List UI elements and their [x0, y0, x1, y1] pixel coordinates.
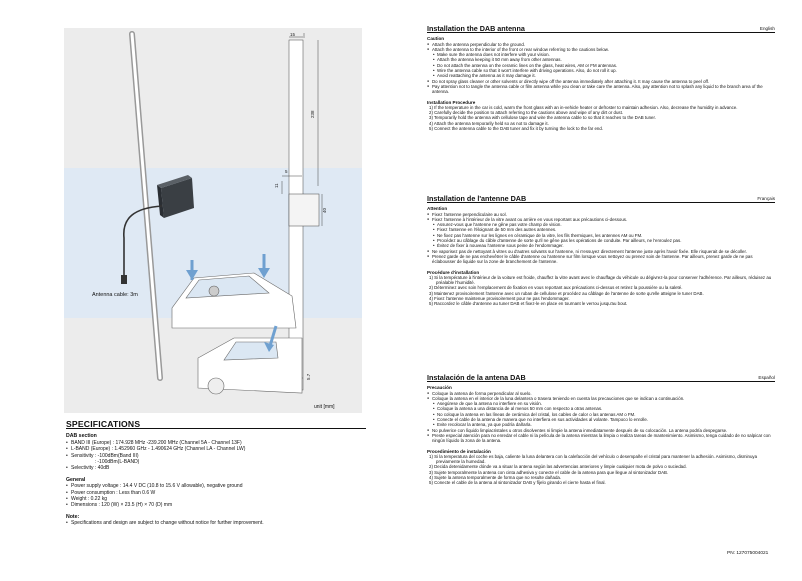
procedure-step: 3) Maintenez provisoirement l'antenne avec un ruban de cellulose et procédez au câblage de l'antenne de sorte qu'elle atteigne le tuner DAB. — [429, 290, 704, 296]
procedure-step: 2) Déterminez avec soin l'emplacement de fixation en vous reportant aux précautions ci-dessus et retirez la poussière ou la saleté. — [429, 285, 683, 291]
caution-item: ● Preste especial atención para no enredar el cable ni la película de la antena mientras la limpia o realiza tareas de mantenimiento. Asimismo, tenga cuidado de no salpicar con ningún líquido la zona de la antena. — [427, 433, 775, 444]
spec-item: • Power consumption : Less than 0.6 W — [66, 490, 366, 496]
procedure-step: 1) If the temperature in the car is cold, warm the front glass with an in-vehicle heater or defroster to maintain adhesion. Also, decrease the humidity in advance. — [429, 104, 738, 110]
spec-item: • Sensitivity : -100dBm(Band III) — [66, 453, 366, 459]
procedure-step: 3) Temporarily hold the antenna with cellulose tape and wire the antenna cable to so that it reaches to the DAB tuner. — [429, 115, 656, 121]
procedure-step: 4) Attach the antenna temporarily held so as not to damage it. — [429, 120, 549, 126]
unit-label: unit [mm] — [314, 404, 335, 410]
specifications-section — [66, 421, 366, 527]
spec-item: • Selectivity : 40dB — [66, 465, 366, 471]
procedure-step: 5) Connect the antenna cable to the DAB tuner and fix it by turning the lock to the far end. — [429, 126, 604, 132]
dim-11: 11 — [274, 183, 279, 188]
caution-item: ● Prenez garde de ne pas enchevêtrer le câble d'antenne ou l'antenne sur film lorsque vous nettoyez ou prenez soin de l'antenne. Par ailleurs, prenez garde de ne pas éclabousser de liquide sur la zone de branchement de l'antenne. — [427, 254, 775, 265]
procedure-step: 1) Si la température à l'intérieur de la voiture est froide, chauffez la vitre avant avec le chauffage du véhicule ou dégivrez-la pour conserver l'adhérence. Par ailleurs, réduisez au préalable l'humidité. — [429, 274, 772, 286]
note-item: • Specifications and design are subject to change without notice for further improvement. — [66, 520, 366, 526]
procedure-step: 5) Conecte el cable de la antena al sintonizador DAB y fíjelo girando el cierre hasta el final. — [429, 480, 606, 486]
caution-item: ● Fixez l'antenne perpendiculaire au sol. — [427, 212, 775, 217]
caution-subitem: • Conecte el cable de la antena de manera que no interfiera en sus actividades al volante. Tampoco lo enrolle. — [427, 417, 775, 422]
procedure-step: 5) Raccordez le câble d'antenne au tuner DAB et fixez-le en place en tournant le verrou jusqu'au bout. — [429, 301, 628, 307]
caution-subitem: • Fixez l'antenne en l'éloignant de 50 mm des autres antennes. — [427, 227, 775, 232]
car-front-illustration — [172, 254, 296, 328]
caution-subitem: • Evite recolocar la antena, ya que podría dañarla. — [427, 422, 775, 427]
general-spec-list — [66, 483, 366, 509]
spec-item: • L-BAND (Europe) : 1.452960 GHz - 1.490624 GHz (Channel LA - Channel LW) — [66, 446, 366, 452]
procedure-step: 3) Sujete temporalmente la antena con cinta adhesiva y conecte el cable de la antena para que llegue al sintonizador DAB. — [429, 469, 669, 475]
dim-40: 40 — [322, 207, 327, 213]
section-header — [427, 196, 775, 203]
dim-15: 15 — [290, 32, 296, 37]
section-title: Installation the DAB antenna — [427, 24, 525, 33]
caution-subitem: • Make sure the antenna does not interfere with your vision. — [427, 52, 775, 57]
language-label: English — [759, 26, 775, 31]
caution-subitem: • Attach the antenna keeping it 50 mm away from other antennas. — [427, 57, 775, 62]
caution-subitem: • Avoid reattaching the antenna as it may damage it. — [427, 73, 775, 78]
caution-item: ● Coloque la antena en el interior de la luna delantera o trasera teniendo en cuenta las precauciones que se indican a continuación. — [427, 396, 775, 401]
caution-item: ● Attach the antenna perpendicular to the ground. — [427, 42, 775, 47]
caution-item: ● Ne vaporisez pas de nettoyant à vitres ou d'autres solvants sur l'antenne, ni n'essuyez directement l'antenne juste après l'avoir fixée. Elle risquerait de se décoller. — [427, 249, 775, 254]
dimension-drawing — [282, 33, 322, 390]
installation-figure — [64, 28, 362, 413]
caution-heading: Caution — [427, 36, 445, 42]
spec-item: • BAND III (Europe) : 174.928 MHz -239.200 MHz (Channel 5A - Channel 13F) — [66, 440, 366, 446]
antenna-cable-label: Antenna cable: 3m — [92, 292, 138, 298]
spec-item: • Weight : 0.22 kg — [66, 496, 366, 502]
cable-connector — [121, 275, 127, 284]
procedure-heading: Procedimiento de instalación — [427, 448, 491, 454]
caution-heading: Precaución — [427, 385, 452, 391]
section-title: Installation de l'antenne DAB — [427, 194, 527, 203]
section-header — [427, 26, 775, 33]
specifications-title: SPECIFICATIONS — [66, 421, 366, 429]
spanish-section — [427, 375, 775, 486]
dim-238: 238 — [310, 110, 315, 118]
caution-subitem: • Ne fixez pas l'antenne sur les lignes en céramique de la vitre, les fils thermiques, les antennes AM ou FM. — [427, 233, 775, 238]
procedure-step: 4) Sujete la antena temporalmente de forma que no resulte dañada. — [429, 475, 562, 481]
caution-subitem: • Assurez-vous que l'antenne ne gêne pas votre champ de vision. — [427, 222, 775, 227]
procedure-step: 2) Carefully decide the position to attach referring to the cautions above and wipe of any dirt or dust. — [429, 110, 624, 116]
section-title: Instalación de la antena DAB — [427, 373, 526, 382]
procedure-step: 1) Si la temperatura del coche es baja, caliente la luna delantera con la calefacción del vehículo o desempañe el cristal para mantener la adhesión. Asimismo, disminuya previamente la humedad. — [429, 453, 758, 465]
antenna-cable — [124, 206, 162, 276]
spec-item: • Dimensions : 120 (W) × 23.5 (H) × 70 (D) mm — [66, 502, 366, 508]
procedure-heading: Installation Procedure — [427, 99, 476, 105]
part-number: PN: 127075004021 — [727, 551, 769, 556]
spec-item: • Power supply voltage : 14.4 V DC (10.8 to 15.6 V allowable), negative ground — [66, 483, 366, 489]
note-heading: Note: — [66, 513, 80, 520]
french-section — [427, 196, 775, 307]
caution-subitem: • Do not attach the antenna on the ceramic lines on the glass, heat wires, AM or FM antennas. — [427, 63, 775, 68]
caution-item: ● Attach the antenna to the interior of the front or rear window referring to the cautions below. — [427, 47, 775, 52]
dim-5: 5 — [285, 169, 288, 174]
amplifier-box — [157, 175, 194, 218]
dab-spec-list — [66, 440, 366, 472]
procedure-step: 2) Decida detenidamente dónde va a situar la antena según las advertencias anteriores y limpie cualquier mota de polvo o suciedad. — [429, 464, 687, 470]
note-list — [66, 520, 366, 526]
caution-subitem: • No coloque la antena en las líneas de cerámica del cristal, los cables de calor o las antenas AM o FM. — [427, 412, 775, 417]
dim-5-7: 5.7 — [306, 373, 311, 380]
spec-item: : -100dBm(L-BAND) — [71, 459, 140, 466]
caution-heading: Attention — [427, 206, 448, 212]
caution-item: ● Do not spray glass cleaner or other solvents or directly wipe off the antenna immediately after attaching it. It may cause the antenna to peel off. — [427, 79, 775, 84]
caution-item: ● Pay attention not to tangle the antenna cable or film antenna while you clean or take care the antenna. Also, pay attention not to splash any liquid to the branch area of the antenna. — [427, 84, 775, 95]
language-label: Français — [757, 196, 775, 201]
procedure-step: 4) Fixez l'antenne maintenue provisoirement pour ne pas l'endommager. — [429, 296, 570, 302]
caution-item: ● No pulverice con líquido limpiacristales u otros disolventes ni limpie la antena inmediatamente después de su colocación. La antena podría despegarse. — [427, 428, 775, 433]
section-header — [427, 375, 775, 382]
english-section — [427, 26, 775, 131]
language-label: Español — [758, 375, 775, 380]
caution-subitem: • Évitez de fixer à nouveau l'antenne sous peine de l'endommager. — [427, 243, 775, 248]
caution-subitem: • Wire the antenna cable so that it won't interfere with driving operations. Also, do not roll it up. — [427, 68, 775, 73]
dab-section-heading: DAB section — [66, 433, 97, 440]
caution-item: ● Fixez l'antenne à l'intérieur de la vitre avant ou arrière en vous reportant aux précautions ci-dessous. — [427, 217, 775, 222]
antenna-illustration — [64, 28, 362, 413]
car-rear-illustration — [198, 326, 302, 394]
caution-item: ● Coloque la antena de forma perpendicular al suelo. — [427, 391, 775, 396]
caution-subitem: • Procédez au câblage du câble d'antenne de sorte qu'il ne gêne pas les opérations de conduite. Par ailleurs, ne l'enroulez pas. — [427, 238, 775, 243]
procedure-heading: Procédure d'installation — [427, 269, 480, 275]
general-heading: General — [66, 476, 86, 483]
caution-subitem: • Coloque la antena a una distancia de al menos 50 mm con respecto a otras antenas. — [427, 406, 775, 411]
caution-subitem: • Asegúrese de que la antena no interfiere en su visión. — [427, 401, 775, 406]
